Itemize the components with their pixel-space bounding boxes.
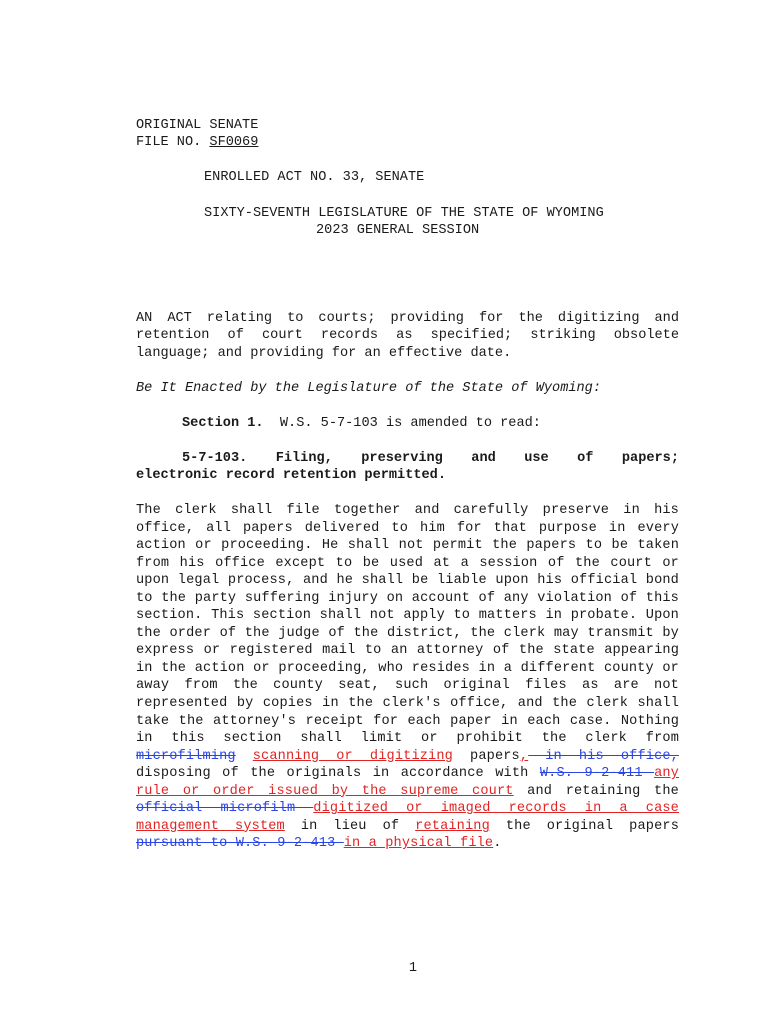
statute-body-text: the original papers bbox=[489, 818, 679, 834]
file-line-2 bbox=[136, 134, 258, 151]
file-number: SF0069 bbox=[209, 135, 259, 150]
act-title-line-3: language; and providing for an effective date. bbox=[136, 346, 512, 361]
deleted-text: pursuant to W.S. 9-2-413 bbox=[136, 836, 344, 852]
file-label: FILE NO. bbox=[136, 135, 210, 150]
section-1-label: Section 1. bbox=[182, 416, 264, 431]
act-title-line-2: retention of court records as specified; striking obsolete bbox=[136, 328, 679, 343]
legislature-line: SIXTY-SEVENTH LEGISLATURE OF THE STATE OF WYOMING bbox=[204, 206, 604, 221]
statute-body bbox=[136, 502, 679, 853]
inserted-text: , bbox=[519, 748, 529, 764]
statute-body-text: and retaining the bbox=[513, 783, 679, 799]
statute-body-text: in lieu of bbox=[284, 818, 416, 834]
act-title-line-1: AN ACT relating to courts; providing for the digitizing and bbox=[136, 311, 679, 326]
inserted-text: any rule or order issued by the supreme court bbox=[136, 766, 679, 799]
deleted-text: in his office, bbox=[528, 748, 679, 764]
statute-body-text: disposing of the originals in accordance with bbox=[136, 766, 540, 782]
enacting-clause: Be It Enacted by the Legislature of the State of Wyoming: bbox=[136, 381, 601, 396]
deleted-text: official microfilm bbox=[136, 801, 314, 817]
file-line-1: ORIGINAL SENATE bbox=[136, 118, 259, 133]
statute-heading-line-1: 5-7-103. Filing, preserving and use of papers; bbox=[182, 451, 679, 466]
deleted-text: W.S. 9-2-411 bbox=[539, 766, 655, 782]
page-number: 1 bbox=[408, 961, 418, 976]
session-line: 2023 GENERAL SESSION bbox=[316, 223, 480, 238]
enrolled-act-line: ENROLLED ACT NO. 33, SENATE bbox=[204, 170, 425, 185]
section-1-text: W.S. 5-7-103 is amended to read: bbox=[263, 416, 541, 431]
inserted-text: scanning or digitizing bbox=[252, 748, 453, 764]
inserted-text: digitized or imaged records in a case management system bbox=[136, 801, 679, 834]
section-1-line bbox=[182, 415, 541, 432]
inserted-text: retaining bbox=[415, 818, 490, 834]
deleted-text: microfilming bbox=[136, 748, 236, 764]
inserted-text: in a physical file bbox=[343, 836, 494, 852]
statute-body-text: . bbox=[493, 836, 502, 852]
statute-body-text: papers bbox=[452, 748, 520, 764]
statute-heading-line-2: electronic record retention permitted. bbox=[136, 468, 446, 483]
statute-body-text: The clerk shall file together and carefully preserve in his office, all papers delivered to him for that purpose in every action or proceeding. He shall not permit the papers to be taken from his office except to be used at a session of the court or upon legal process, and he shall be liable upon his official bond to the party suffering injury on account of any violation of this section. This section shall not apply to matters in probate. Upon the order of the judge of the district, the clerk may transmit by express or registered mail to an attorney of the state appearing in the action or proceeding, who resides in a different county or away from the county seat, such original files as are not represented by copies in the clerk's office, and the clerk shall take the attorney's receipt for each paper in each case. Nothing in this section shall limit or prohibit the clerk from bbox=[136, 503, 679, 747]
